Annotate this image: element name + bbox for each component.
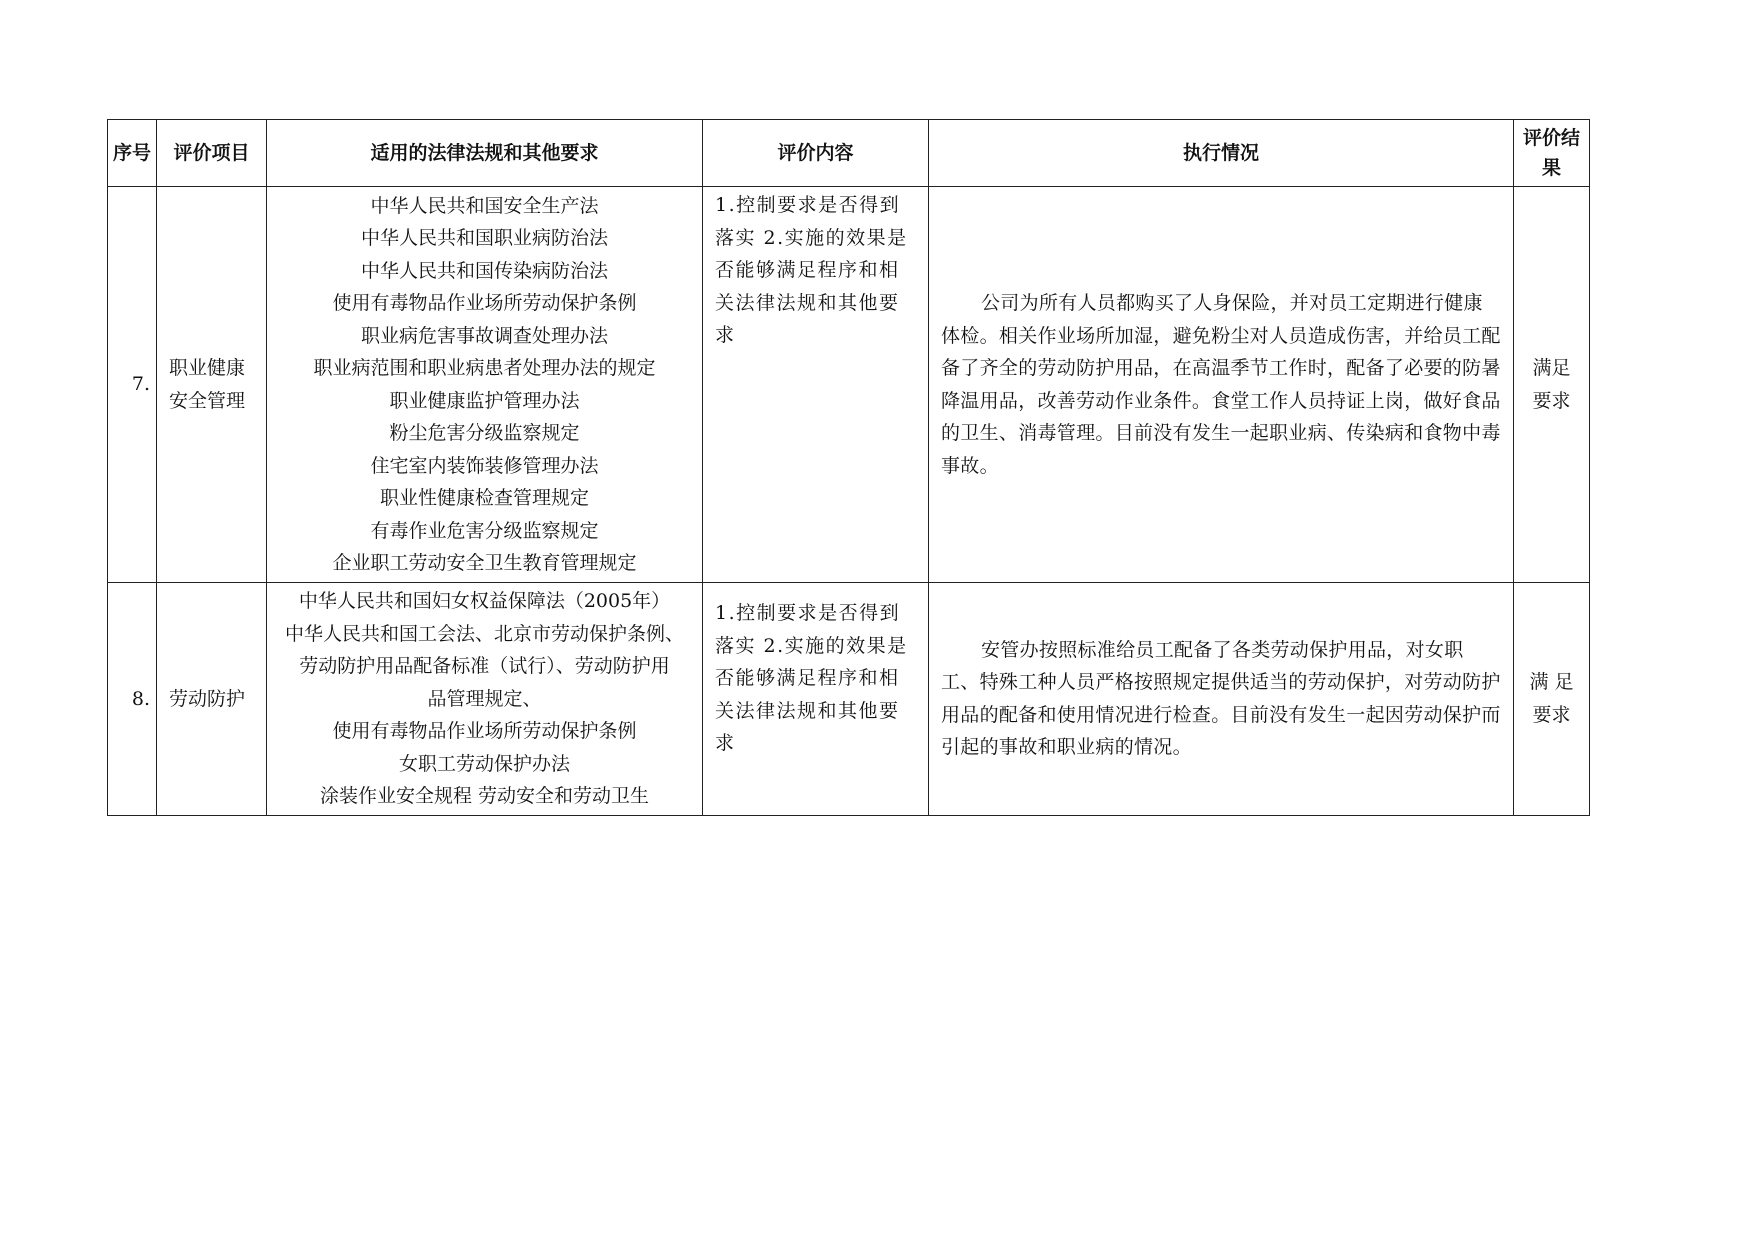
law-line: 职业性健康检查管理规定 [379, 487, 589, 509]
row-content [703, 583, 929, 816]
row-seq: 7. [108, 187, 157, 583]
evaluation-table [107, 119, 1590, 816]
header-seq: 序号 [108, 120, 157, 187]
law-line: 粉尘危害分级监察规定 [389, 422, 580, 444]
header-laws: 适用的法律法规和其他要求 [267, 120, 703, 187]
law-line: 中华人民共和国职业病防治法 [360, 227, 608, 249]
law-line: 中华人民共和国安全生产法 [370, 194, 599, 217]
law-line: 使用有毒物品作业场所劳动保护条例 [332, 720, 637, 742]
law-line: 有毒作业危害分级监察规定 [370, 519, 599, 542]
row-laws [267, 187, 703, 583]
table-row [108, 583, 1590, 816]
row-execution [929, 583, 1514, 816]
header-content: 评价内容 [703, 120, 929, 187]
law-line: 企业职工劳动安全卫生教育管理规定 [332, 552, 637, 574]
row-item: 劳动防护 [157, 583, 267, 816]
law-line: 职业病危害事故调查处理办法 [360, 324, 608, 347]
row-content [703, 187, 929, 583]
law-line: 职业健康监护管理办法 [389, 389, 580, 412]
row-result: 满 足要求 [1514, 583, 1590, 816]
row-item: 职业健康安全管理 [157, 187, 267, 583]
law-line: 涂装作业安全规程 劳动安全和劳动卫生 [319, 785, 650, 807]
header-result: 评价结果 [1514, 120, 1590, 187]
row-execution [929, 187, 1514, 583]
evaluation-content-text: 1.控制要求是否得到落实 2.实施的效果是否能够满足程序和相关法律法规和其他要求 [715, 194, 908, 346]
law-line: 劳动防护用品配备标准（试行）、劳动防护用 [299, 655, 670, 677]
evaluation-content-text: 1.控制要求是否得到落实 2.实施的效果是否能够满足程序和相关法律法规和其他要求 [715, 602, 908, 754]
execution-text: 安管办按照标准给员工配备了各类劳动保护用品，对女职工、特殊工种人员严格按照规定提供适当的劳动保护，对劳动防护用品的配备和使用情况进行检查。目前没有发生一起因劳动保护而引起的事故和职业病的情况。 [941, 638, 1501, 759]
table-header-row [108, 120, 1590, 187]
spacer [715, 583, 916, 595]
law-line: 女职工劳动保护办法 [398, 752, 570, 775]
row-laws [267, 583, 703, 816]
law-line: 品管理规定、 [427, 687, 542, 710]
law-line: 中华人民共和国传染病防治法 [360, 259, 608, 282]
row-result: 满足要求 [1514, 187, 1590, 583]
row-seq: 8. [108, 583, 157, 816]
law-line: 住宅室内装饰装修管理办法 [370, 454, 599, 477]
law-line: 职业病范围和职业病患者处理办法的规定 [313, 357, 656, 379]
header-item: 评价项目 [157, 120, 267, 187]
law-line: 中华人民共和国妇女权益保障法（2005年） [298, 590, 671, 612]
execution-text: 公司为所有人员都购买了人身保险，并对员工定期进行健康体检。相关作业场所加湿，避免粉尘对人员造成伤害，并给员工配备了齐全的劳动防护用品，在高温季节工作时，配备了必要的防暑降温用品，改善劳动作业条件。食堂工作人员持证上岗，做好食品的卫生、消毒管理。目前没有发生一起职业病、传染病和食物中毒事故。 [941, 292, 1501, 477]
header-execution: 执行情况 [929, 120, 1514, 187]
law-line: 使用有毒物品作业场所劳动保护条例 [332, 292, 637, 314]
table-row [108, 187, 1590, 583]
law-line: 中华人民共和国工会法、北京市劳动保护条例、 [284, 622, 684, 645]
